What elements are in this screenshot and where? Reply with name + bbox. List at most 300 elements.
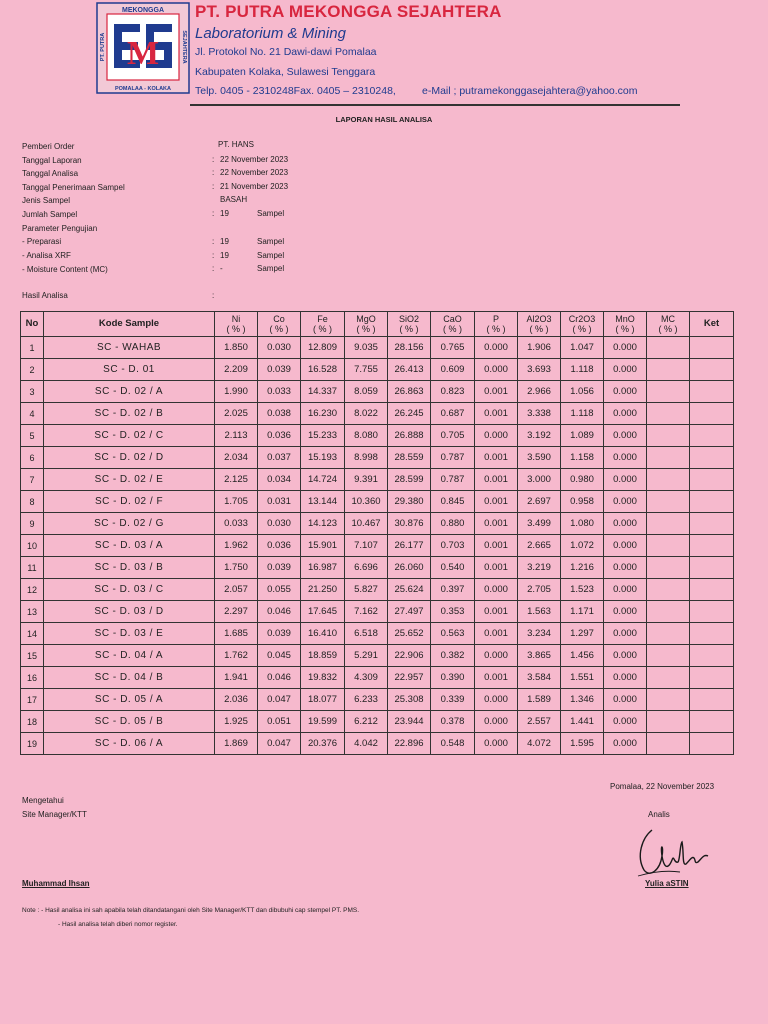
info-unit: Sampel <box>257 237 285 246</box>
table-cell: 0.036 <box>258 535 301 557</box>
info-value: - <box>220 264 223 273</box>
row-number: 5 <box>21 425 44 447</box>
table-cell: 0.823 <box>431 381 475 403</box>
table-cell: 1.171 <box>561 601 604 623</box>
table-cell <box>647 381 690 403</box>
sample-code: SC - D. 03 / E <box>44 623 215 645</box>
sample-code: SC - D. 02 / B <box>44 403 215 425</box>
table-cell <box>690 689 734 711</box>
table-cell: 3.219 <box>518 557 561 579</box>
sample-code: SC - D. 04 / B <box>44 667 215 689</box>
table-cell: 3.865 <box>518 645 561 667</box>
table-cell: 1.705 <box>215 491 258 513</box>
table-cell: 0.000 <box>604 425 647 447</box>
table-cell: 0.705 <box>431 425 475 447</box>
table-cell: 12.809 <box>301 337 345 359</box>
table-cell: 3.338 <box>518 403 561 425</box>
table-cell <box>690 359 734 381</box>
table-cell: 1.869 <box>215 733 258 755</box>
table-row <box>21 337 734 359</box>
table-cell: 0.382 <box>431 645 475 667</box>
info-label: Tanggal Analisa <box>22 169 79 178</box>
column-header-unit: ( % ) <box>529 324 549 334</box>
analis-label: Analis <box>648 810 670 819</box>
table-cell: 25.308 <box>388 689 431 711</box>
column-header <box>561 312 604 337</box>
company-name: PT. PUTRA MEKONGGA SEJAHTERA <box>195 2 502 21</box>
info-label: - Analisa XRF <box>22 251 71 260</box>
analyst-signature <box>632 826 712 882</box>
company-phone: Telp. 0405 - 2310248Fax. 0405 – 2310248, <box>195 85 396 97</box>
table-cell <box>690 623 734 645</box>
table-cell: 1.089 <box>561 425 604 447</box>
hasil-analisa-label: Hasil Analisa <box>22 291 68 300</box>
column-header-name: Fe <box>317 314 328 324</box>
table-cell: 26.863 <box>388 381 431 403</box>
table-cell: 2.705 <box>518 579 561 601</box>
table-cell: 1.685 <box>215 623 258 645</box>
logo-right-text: SEJAHTERA <box>181 30 187 64</box>
table-cell <box>647 469 690 491</box>
table-cell: 26.888 <box>388 425 431 447</box>
table-cell: 26.060 <box>388 557 431 579</box>
info-label: Tanggal Laporan <box>22 156 82 165</box>
table-cell: 1.047 <box>561 337 604 359</box>
table-cell <box>647 601 690 623</box>
table-cell: 3.000 <box>518 469 561 491</box>
table-cell: 26.413 <box>388 359 431 381</box>
table-cell: 3.584 <box>518 667 561 689</box>
table-row <box>21 535 734 557</box>
table-cell: 7.107 <box>345 535 388 557</box>
table-cell: 0.000 <box>604 711 647 733</box>
column-header-unit: ( % ) <box>658 324 678 334</box>
table-cell: 0.703 <box>431 535 475 557</box>
column-header <box>690 312 734 337</box>
table-cell: 0.001 <box>475 491 518 513</box>
table-cell: 5.291 <box>345 645 388 667</box>
table-row <box>21 491 734 513</box>
column-header <box>518 312 561 337</box>
info-value: 22 November 2023 <box>220 168 289 177</box>
table-cell: 0.000 <box>604 403 647 425</box>
info-label: Tanggal Penerimaan Sampel <box>22 183 125 192</box>
table-cell: 0.000 <box>604 337 647 359</box>
column-header-name: Al2O3 <box>526 314 552 324</box>
manager-name: Muhammad Ihsan <box>22 879 90 888</box>
table-cell: 14.724 <box>301 469 345 491</box>
table-cell: 1.750 <box>215 557 258 579</box>
table-cell: 0.000 <box>604 601 647 623</box>
table-cell: 0.397 <box>431 579 475 601</box>
table-cell: 0.000 <box>604 689 647 711</box>
info-value: 19 <box>220 251 229 260</box>
table-cell: 1.563 <box>518 601 561 623</box>
table-cell: 25.652 <box>388 623 431 645</box>
info-label: Parameter Pengujian <box>22 224 98 233</box>
row-number: 4 <box>21 403 44 425</box>
company-email: e-Mail ; putramekonggasejahtera@yahoo.com <box>422 85 638 97</box>
table-cell: 1.080 <box>561 513 604 535</box>
table-cell: 0.038 <box>258 403 301 425</box>
company-address-line2: Kabupaten Kolaka, Sulawesi Tenggara <box>195 66 376 78</box>
table-cell: 0.000 <box>475 711 518 733</box>
table-cell: 0.046 <box>258 601 301 623</box>
table-cell: 8.022 <box>345 403 388 425</box>
table-cell: 0.000 <box>604 469 647 491</box>
table-cell: 1.850 <box>215 337 258 359</box>
table-cell: 0.378 <box>431 711 475 733</box>
row-number: 8 <box>21 491 44 513</box>
table-cell <box>690 535 734 557</box>
table-cell: 0.000 <box>604 535 647 557</box>
table-cell <box>690 601 734 623</box>
table-cell: 0.540 <box>431 557 475 579</box>
results-table <box>20 311 734 755</box>
table-cell: 2.113 <box>215 425 258 447</box>
sample-code: SC - D. 01 <box>44 359 215 381</box>
table-cell: 4.042 <box>345 733 388 755</box>
table-cell <box>647 667 690 689</box>
table-cell: 8.998 <box>345 447 388 469</box>
table-cell: 1.158 <box>561 447 604 469</box>
table-cell <box>690 557 734 579</box>
table-cell: 28.559 <box>388 447 431 469</box>
column-header-name: CaO <box>443 314 462 324</box>
table-cell: 2.209 <box>215 359 258 381</box>
header-divider <box>190 104 680 106</box>
table-cell: 0.039 <box>258 557 301 579</box>
table-cell: 0.001 <box>475 447 518 469</box>
table-cell: 1.551 <box>561 667 604 689</box>
table-cell: 0.001 <box>475 667 518 689</box>
info-value: 19 <box>220 237 229 246</box>
table-cell: 26.245 <box>388 403 431 425</box>
table-cell: 6.696 <box>345 557 388 579</box>
table-cell: 0.000 <box>604 513 647 535</box>
table-cell: 7.755 <box>345 359 388 381</box>
table-cell: 9.391 <box>345 469 388 491</box>
table-cell: 16.987 <box>301 557 345 579</box>
table-cell: 2.665 <box>518 535 561 557</box>
sample-code: SC - D. 02 / E <box>44 469 215 491</box>
table-cell: 1.906 <box>518 337 561 359</box>
row-number: 15 <box>21 645 44 667</box>
table-row <box>21 469 734 491</box>
table-cell: 2.036 <box>215 689 258 711</box>
table-row <box>21 557 734 579</box>
table-cell: 0.339 <box>431 689 475 711</box>
table-cell <box>647 337 690 359</box>
company-logo <box>96 2 190 94</box>
column-header-unit: ( % ) <box>443 324 462 334</box>
table-cell: 0.000 <box>604 381 647 403</box>
sample-code: SC - WAHAB <box>44 337 215 359</box>
table-cell: 1.346 <box>561 689 604 711</box>
column-header-unit: ( % ) <box>486 324 506 334</box>
column-header-name: MC <box>661 314 675 324</box>
info-value: PT. HANS <box>218 140 255 149</box>
table-body <box>21 337 734 755</box>
table-cell <box>690 579 734 601</box>
table-cell: 17.645 <box>301 601 345 623</box>
logo-bottom-text: POMALAA - KOLAKA <box>114 86 172 92</box>
table-cell: 0.001 <box>475 535 518 557</box>
table-cell: 22.906 <box>388 645 431 667</box>
table-cell: 15.901 <box>301 535 345 557</box>
table-cell: 0.000 <box>475 645 518 667</box>
table-row <box>21 733 734 755</box>
row-number: 7 <box>21 469 44 491</box>
table-cell: 1.456 <box>561 645 604 667</box>
column-header-name: MnO <box>615 314 635 324</box>
table-cell <box>647 733 690 755</box>
sample-code: SC - D. 03 / B <box>44 557 215 579</box>
table-cell: 1.523 <box>561 579 604 601</box>
table-cell: 0.000 <box>604 623 647 645</box>
table-cell: 29.380 <box>388 491 431 513</box>
info-unit: Sampel <box>257 264 285 273</box>
table-cell: 0.001 <box>475 403 518 425</box>
column-header-name: SiO2 <box>398 314 419 324</box>
row-number: 3 <box>21 381 44 403</box>
column-header-name: Ni <box>231 314 241 324</box>
column-header <box>475 312 518 337</box>
company-subtitle: Laboratorium & Mining <box>195 25 346 42</box>
table-cell: 4.309 <box>345 667 388 689</box>
column-header <box>21 312 44 337</box>
table-cell: 0.000 <box>475 425 518 447</box>
table-cell: 5.827 <box>345 579 388 601</box>
column-header-unit: ( % ) <box>572 324 592 334</box>
info-label: - Moisture Content (MC) <box>22 265 108 274</box>
table-cell: 21.250 <box>301 579 345 601</box>
table-cell: 2.966 <box>518 381 561 403</box>
row-number: 9 <box>21 513 44 535</box>
table-cell: 8.080 <box>345 425 388 447</box>
table-cell: 6.212 <box>345 711 388 733</box>
sample-code: SC - D. 02 / A <box>44 381 215 403</box>
table-cell: 0.000 <box>475 579 518 601</box>
column-header-unit: ( % ) <box>615 324 635 334</box>
table-cell: 0.001 <box>475 513 518 535</box>
table-cell <box>690 337 734 359</box>
table-row <box>21 381 734 403</box>
table-cell: 0.034 <box>258 469 301 491</box>
row-number: 1 <box>21 337 44 359</box>
column-header-name: No <box>25 318 39 329</box>
analyst-name: Yulia aSTIN <box>645 879 689 888</box>
table-cell: 2.557 <box>518 711 561 733</box>
table-cell <box>647 513 690 535</box>
table-cell: 20.376 <box>301 733 345 755</box>
table-cell: 8.059 <box>345 381 388 403</box>
sample-code: SC - D. 03 / D <box>44 601 215 623</box>
table-cell: 3.234 <box>518 623 561 645</box>
sample-code: SC - D. 03 / A <box>44 535 215 557</box>
table-cell: 18.077 <box>301 689 345 711</box>
table-cell: 2.034 <box>215 447 258 469</box>
table-cell <box>647 711 690 733</box>
column-header-name: Ket <box>703 318 720 329</box>
column-header-name: MgO <box>356 314 376 324</box>
table-row <box>21 689 734 711</box>
table-cell: 0.563 <box>431 623 475 645</box>
table-cell: 0.036 <box>258 425 301 447</box>
table-cell: 0.880 <box>431 513 475 535</box>
column-header-name: P <box>492 314 499 324</box>
table-cell: 0.609 <box>431 359 475 381</box>
info-colon: : <box>212 237 215 246</box>
table-cell: 0.787 <box>431 469 475 491</box>
table-cell <box>690 733 734 755</box>
info-colon: : <box>212 155 215 164</box>
table-cell: 3.192 <box>518 425 561 447</box>
table-cell: 1.297 <box>561 623 604 645</box>
table-cell: 1.056 <box>561 381 604 403</box>
info-value: 22 November 2023 <box>220 155 289 164</box>
table-row <box>21 513 734 535</box>
table-cell <box>647 447 690 469</box>
info-colon: : <box>212 251 215 260</box>
table-cell: 28.156 <box>388 337 431 359</box>
table-row <box>21 403 734 425</box>
table-row <box>21 667 734 689</box>
table-cell: 3.693 <box>518 359 561 381</box>
table-cell: 0.031 <box>258 491 301 513</box>
header-row <box>21 312 734 337</box>
column-header-unit: ( % ) <box>399 324 419 334</box>
table-cell: 0.051 <box>258 711 301 733</box>
row-number: 11 <box>21 557 44 579</box>
table-cell <box>690 645 734 667</box>
row-number: 14 <box>21 623 44 645</box>
table-cell: 0.039 <box>258 359 301 381</box>
table-cell: 30.876 <box>388 513 431 535</box>
row-number: 16 <box>21 667 44 689</box>
mengetahui-label: Mengetahui <box>22 796 64 805</box>
column-header <box>604 312 647 337</box>
table-cell: 0.001 <box>475 381 518 403</box>
info-unit: Sampel <box>257 209 285 218</box>
info-colon: : <box>212 168 215 177</box>
table-row <box>21 645 734 667</box>
table-cell: 0.687 <box>431 403 475 425</box>
table-row <box>21 579 734 601</box>
table-cell: 3.499 <box>518 513 561 535</box>
sample-code: SC - D. 06 / A <box>44 733 215 755</box>
column-header <box>431 312 475 337</box>
info-label: Pemberi Order <box>22 142 75 151</box>
column-header-unit: ( % ) <box>356 324 376 334</box>
table-cell: 1.072 <box>561 535 604 557</box>
table-cell <box>690 491 734 513</box>
column-header-name: Co <box>273 314 285 324</box>
table-cell: 0.000 <box>604 645 647 667</box>
sample-code: SC - D. 02 / F <box>44 491 215 513</box>
sample-code: SC - D. 02 / G <box>44 513 215 535</box>
table-cell: 0.000 <box>475 733 518 755</box>
table-cell: 0.000 <box>604 557 647 579</box>
sample-code: SC - D. 05 / B <box>44 711 215 733</box>
table-cell: 1.589 <box>518 689 561 711</box>
table-cell: 0.765 <box>431 337 475 359</box>
table-cell <box>647 535 690 557</box>
column-header <box>301 312 345 337</box>
info-value: BASAH <box>220 195 248 204</box>
table-cell <box>690 447 734 469</box>
info-value: 19 <box>220 209 229 218</box>
table-cell: 0.000 <box>604 667 647 689</box>
table-row <box>21 447 734 469</box>
table-cell <box>690 425 734 447</box>
table-cell: 1.595 <box>561 733 604 755</box>
table-cell: 2.297 <box>215 601 258 623</box>
table-cell <box>647 689 690 711</box>
table-cell <box>690 667 734 689</box>
info-label: Jumlah Sampel <box>22 210 78 219</box>
table-cell: 1.762 <box>215 645 258 667</box>
table-cell: 0.000 <box>604 491 647 513</box>
table-cell: 1.216 <box>561 557 604 579</box>
column-header-unit: ( % ) <box>226 324 246 334</box>
table-cell <box>690 469 734 491</box>
table-cell: 0.047 <box>258 689 301 711</box>
info-label: - Preparasi <box>22 237 62 246</box>
table-cell: 1.962 <box>215 535 258 557</box>
logo-top-text: MEKONGGA <box>122 7 164 14</box>
table-cell: 14.337 <box>301 381 345 403</box>
table-cell: 2.025 <box>215 403 258 425</box>
table-cell: 23.944 <box>388 711 431 733</box>
row-number: 2 <box>21 359 44 381</box>
table-cell: 0.037 <box>258 447 301 469</box>
table-cell <box>690 403 734 425</box>
info-colon: : <box>212 264 215 273</box>
table-cell: 2.697 <box>518 491 561 513</box>
table-cell: 0.980 <box>561 469 604 491</box>
column-header-name: Cr2O3 <box>568 314 596 324</box>
table-cell: 6.233 <box>345 689 388 711</box>
table-cell: 0.046 <box>258 667 301 689</box>
table-header <box>21 312 734 337</box>
table-cell: 0.055 <box>258 579 301 601</box>
site-manager-label: Site Manager/KTT <box>22 810 87 819</box>
table-cell: 13.144 <box>301 491 345 513</box>
table-row <box>21 623 734 645</box>
table-cell: 2.057 <box>215 579 258 601</box>
logo-left-text: PT. PUTRA <box>100 32 106 62</box>
table-cell: 0.548 <box>431 733 475 755</box>
row-number: 12 <box>21 579 44 601</box>
note-line-1: Note : - Hasil analisa ini sah apabila telah ditandatangani oleh Site Manager/KTT dan dibubuhi cap stempel PT. PMS. <box>22 907 359 914</box>
table-cell: 16.410 <box>301 623 345 645</box>
table-cell: 10.360 <box>345 491 388 513</box>
row-number: 6 <box>21 447 44 469</box>
table-cell <box>647 623 690 645</box>
row-number: 17 <box>21 689 44 711</box>
table-cell: 1.118 <box>561 403 604 425</box>
table-cell: 15.193 <box>301 447 345 469</box>
table-cell <box>647 403 690 425</box>
hasil-analisa-colon: : <box>212 291 215 300</box>
table-cell: 0.000 <box>604 447 647 469</box>
column-header-unit: ( % ) <box>269 324 289 334</box>
table-cell: 0.000 <box>604 359 647 381</box>
table-cell: 14.123 <box>301 513 345 535</box>
info-unit: Sampel <box>257 251 285 260</box>
table-cell: 26.177 <box>388 535 431 557</box>
